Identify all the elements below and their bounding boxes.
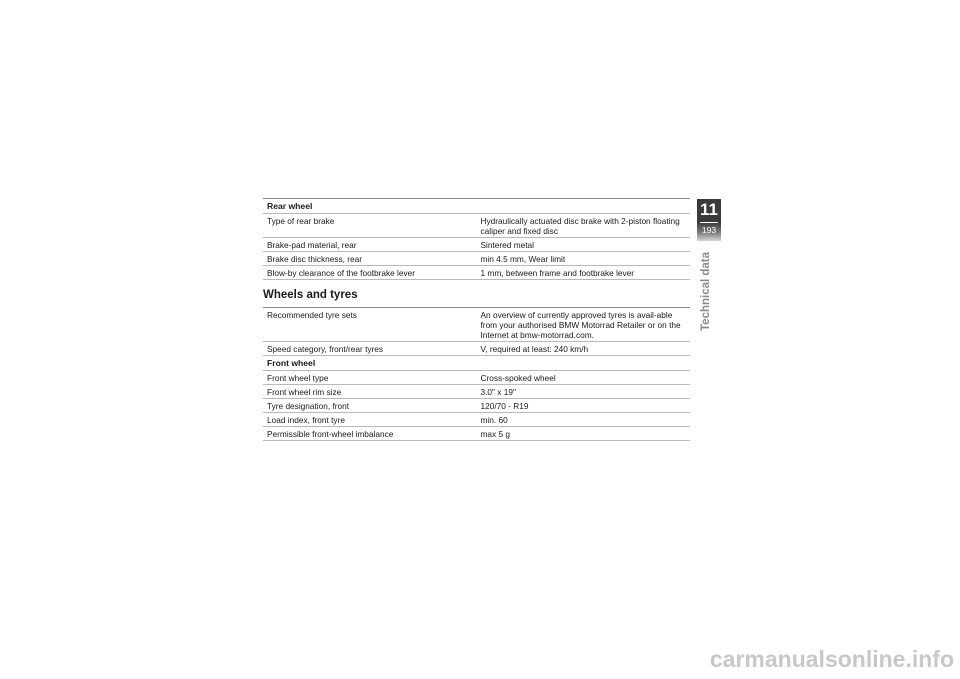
table-row bbox=[263, 427, 690, 441]
spec-key: Permissible front-wheel imbalance bbox=[263, 427, 477, 441]
spec-value: 1 mm, between frame and footbrake lever bbox=[477, 266, 691, 280]
spec-key: Tyre designation, front bbox=[263, 399, 477, 413]
table-row bbox=[263, 214, 690, 238]
spec-key: Brake-pad material, rear bbox=[263, 238, 477, 252]
chapter-tab bbox=[697, 199, 721, 241]
rear-wheel-table bbox=[263, 198, 690, 280]
table-row bbox=[263, 238, 690, 252]
front-wheel-heading: Front wheel bbox=[263, 356, 690, 371]
table-row bbox=[263, 399, 690, 413]
table-heading-row bbox=[263, 356, 690, 371]
spec-key: Type of rear brake bbox=[263, 214, 477, 238]
spec-value: 3.0" x 19" bbox=[477, 385, 691, 399]
table-row bbox=[263, 252, 690, 266]
table-row bbox=[263, 342, 690, 356]
spec-value: An overview of currently approved tyres is avail-able from your authorised BMW Motorrad Retailer or on the Internet at bmw-motorrad.com. bbox=[477, 308, 691, 342]
spec-key: Brake disc thickness, rear bbox=[263, 252, 477, 266]
table-row bbox=[263, 385, 690, 399]
table-row bbox=[263, 308, 690, 342]
document-content bbox=[263, 198, 690, 441]
wheels-table bbox=[263, 307, 690, 441]
spec-key: Front wheel type bbox=[263, 371, 477, 385]
page-number: 193 bbox=[701, 225, 717, 235]
spec-value: Sintered metal bbox=[477, 238, 691, 252]
chapter-divider bbox=[700, 222, 718, 223]
table-row bbox=[263, 413, 690, 427]
chapter-label: Technical data bbox=[700, 251, 712, 331]
watermark: carmanualsonline.info bbox=[709, 646, 954, 672]
spec-key: Recommended tyre sets bbox=[263, 308, 477, 342]
table-row bbox=[263, 266, 690, 280]
spec-value: Cross-spoked wheel bbox=[477, 371, 691, 385]
table-row bbox=[263, 371, 690, 385]
spec-value: Hydraulically actuated disc brake with 2-piston floating caliper and fixed disc bbox=[477, 214, 691, 238]
spec-value: min 4.5 mm, Wear limit bbox=[477, 252, 691, 266]
spec-key: Load index, front tyre bbox=[263, 413, 477, 427]
spec-key: Speed category, front/rear tyres bbox=[263, 342, 477, 356]
spec-key: Blow-by clearance of the footbrake lever bbox=[263, 266, 477, 280]
table-heading-row bbox=[263, 199, 690, 214]
spec-value: min. 60 bbox=[477, 413, 691, 427]
rear-wheel-heading: Rear wheel bbox=[263, 199, 690, 214]
section-title: Wheels and tyres bbox=[263, 289, 358, 301]
spec-key: Front wheel rim size bbox=[263, 385, 477, 399]
spec-value: max 5 g bbox=[477, 427, 691, 441]
spec-value: V, required at least: 240 km/h bbox=[477, 342, 691, 356]
spec-value: 120/70 - R19 bbox=[477, 399, 691, 413]
chapter-number: 11 bbox=[700, 200, 718, 219]
